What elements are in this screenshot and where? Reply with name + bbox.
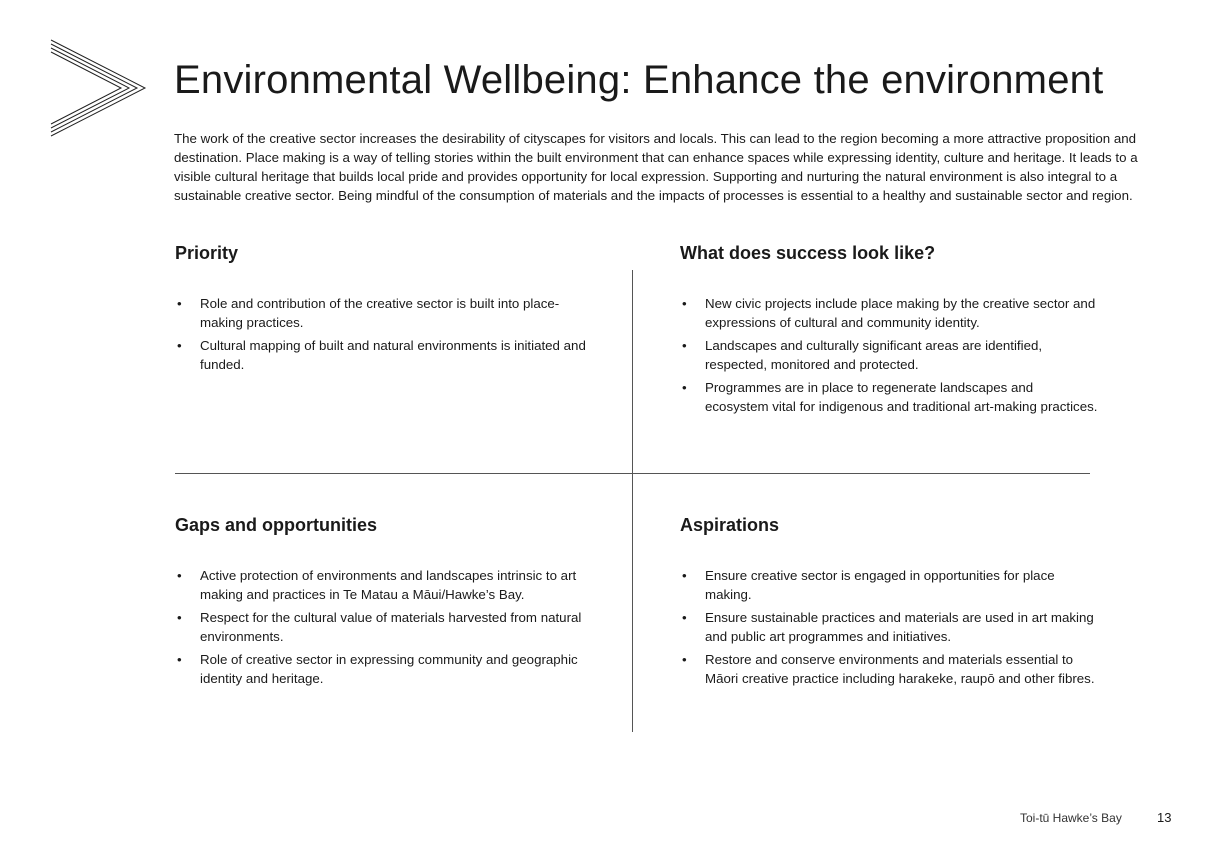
horizontal-divider [175,473,1090,474]
list-item: • Role and contribution of the creative sector is built into place-making practices. [175,294,595,332]
priority-section [175,243,595,378]
list-item: • Cultural mapping of built and natural environments is initiated and funded. [175,336,595,374]
vertical-divider [632,270,633,732]
success-section [680,243,1100,420]
gaps-section [175,515,595,692]
list-item: • New civic projects include place making by the creative sector and expressions of cultural and community identity. [680,294,1100,332]
list-item: • Role of creative sector in expressing community and geographic identity and heritage. [175,650,595,688]
success-list [680,294,1100,416]
priority-heading: Priority [175,243,239,263]
footer-publication: Toi-tū Hawke’s Bay [1020,811,1122,825]
success-heading: What does success look like? [680,243,936,263]
page-title: Environmental Wellbeing: Enhance the environment [174,58,1104,102]
list-item: • Active protection of environments and landscapes intrinsic to art making and practices in Te Matau a Māui/Hawke’s Bay. [175,566,595,604]
gaps-heading: Gaps and opportunities [175,515,378,535]
aspirations-section [680,515,1100,692]
gaps-list [175,566,595,688]
list-item: • Landscapes and culturally significant areas are identified, respected, monitored and protected. [680,336,1100,374]
list-item: • Respect for the cultural value of materials harvested from natural environments. [175,608,595,646]
aspirations-heading: Aspirations [680,515,780,535]
list-item: • Programmes are in place to regenerate landscapes and ecosystem vital for indigenous and traditional art-making practices. [680,378,1100,416]
priority-list [175,294,595,374]
aspirations-list [680,566,1100,688]
list-item: • Restore and conserve environments and materials essential to Māori creative practice including harakeke, raupō and other fibres. [680,650,1100,688]
list-item: • Ensure creative sector is engaged in opportunities for place making. [680,566,1100,604]
intro-paragraph: The work of the creative sector increases the desirability of cityscapes for visitors and locals. This can lead to the region becoming a more attractive proposition and destination. Place making is a way of telling stories within the built environment that can enhance spaces while expressing identity, culture and heritage. It leads to a visible cultural heritage that builds local pride and provides opportunity for local expression. Supporting and nurturing the natural environment is also integral to a sustainable creative sector. Being mindful of the consumption of materials and the impacts of processes is essential to a healthy and sustainable sector and region. [174,131,1138,203]
page-number: 13 [1157,810,1172,825]
chevron-logo-icon [48,38,150,138]
list-item: • Ensure sustainable practices and materials are used in art making and public art programmes and initiatives. [680,608,1100,646]
